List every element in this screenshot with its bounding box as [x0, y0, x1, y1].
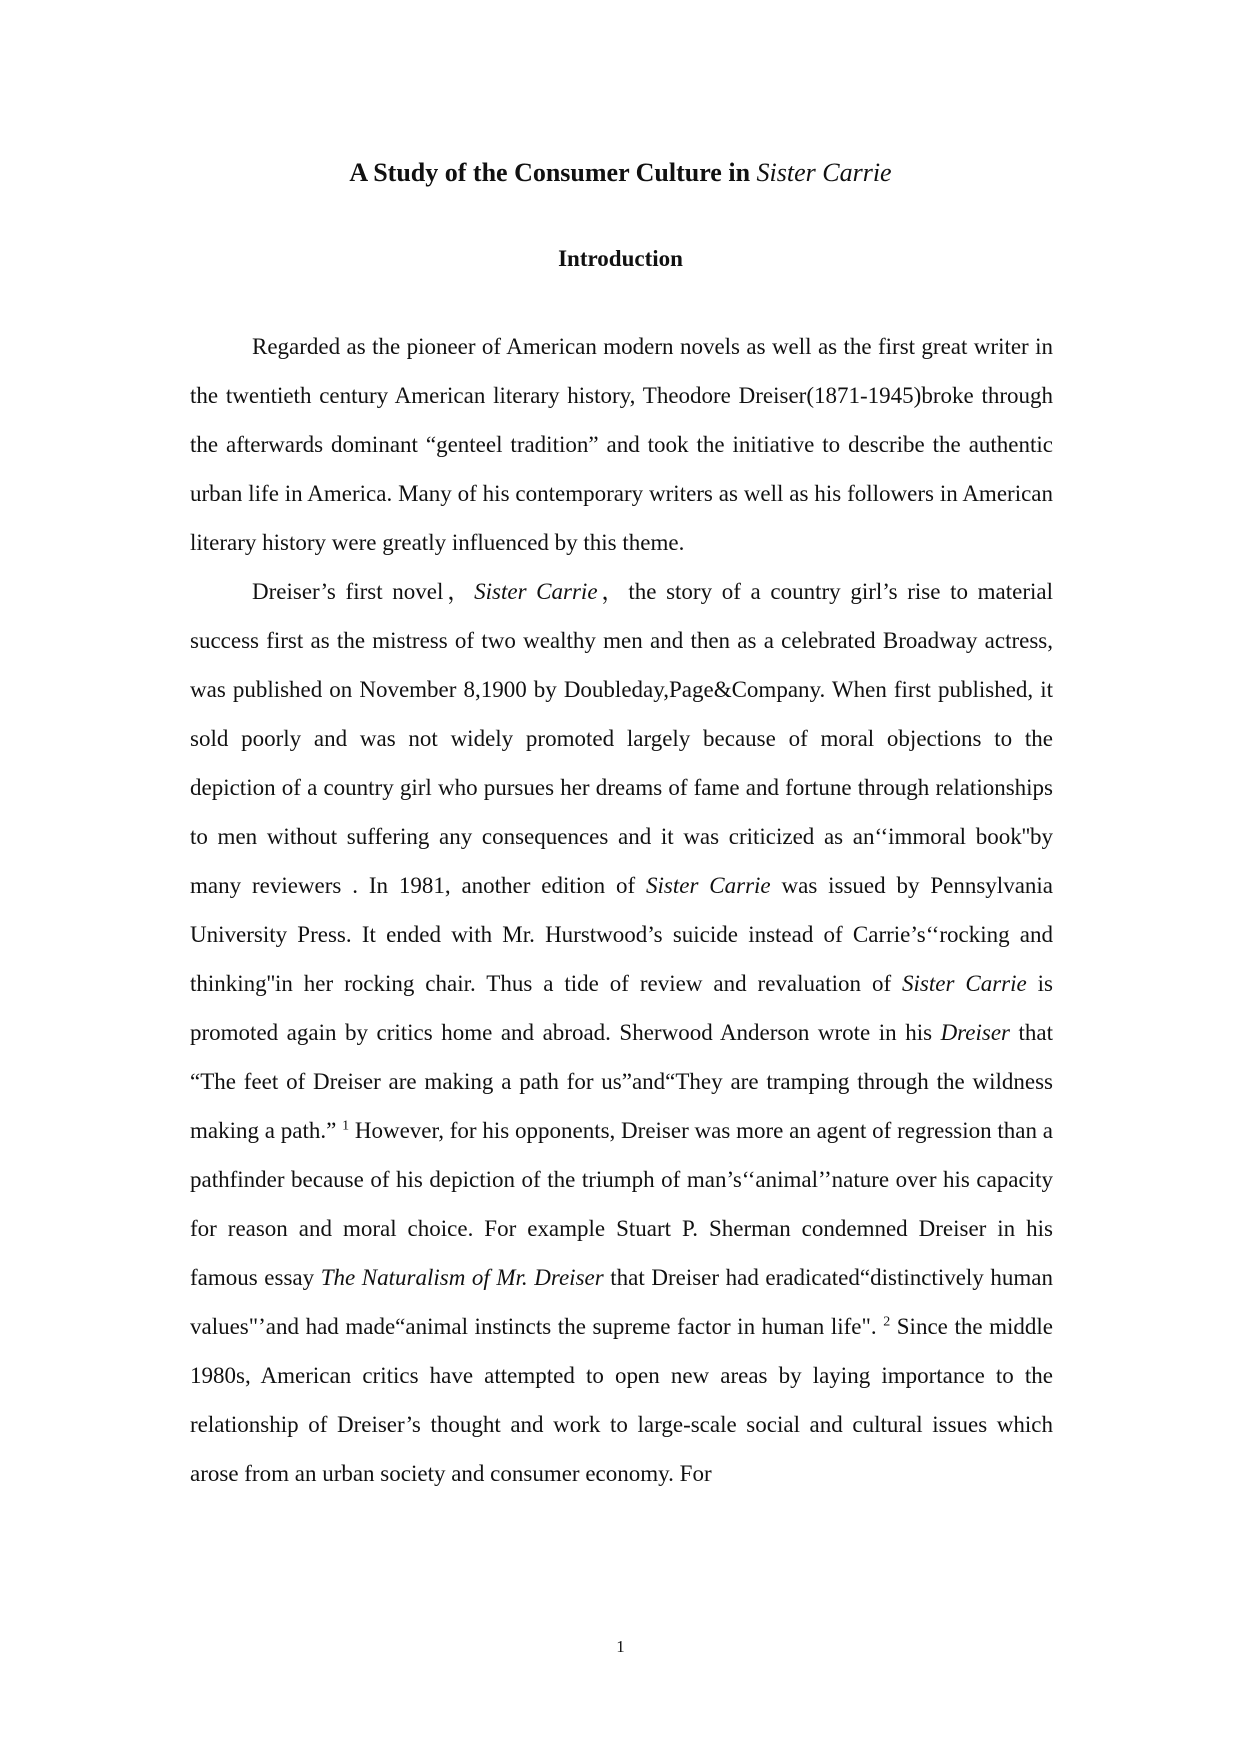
essay-title-italic: The Naturalism of Mr. Dreiser [320, 1265, 604, 1290]
paragraph-2-segment: Since the middle 1980s, American critics have attempted to open new areas by laying importance to the relationship of Dreiser’s thought and work to large-scale social and cultural issues which arose from an urban society and consumer economy. For [190, 1314, 1053, 1486]
section-heading: Introduction [558, 246, 683, 271]
footnote-marker: 1 [342, 1118, 350, 1134]
paragraph-1: Regarded as the pioneer of American modern novels as well as the first great writer in the twentieth century American literary history, Theodore Dreiser(1871-1945)broke through the afterwards dominant “genteel tradition” and took the initiative to describe the authentic urban life in America. Many of his contemporary writers as well as his followers in American literary history were greatly influenced by this theme. [190, 334, 1053, 555]
book-title-italic: Sister Carrie [902, 971, 1027, 996]
document-title [0, 156, 1241, 190]
paragraph-2-segment: is promoted again by critics home and abroad. Sherwood Anderson wrote in his [190, 971, 1053, 1045]
paragraph-2 [190, 567, 1053, 1498]
paragraph-2-segment: However, for his opponents, Dreiser was more an agent of regression than a pathfinder because of his depiction of the triumph of man’s‘‘animal’’nature over his capacity for reason and moral choice. For example Stuart P. Sherman condemned Dreiser in his famous essay [190, 1118, 1053, 1290]
body-text [190, 322, 1053, 1498]
book-title-italic: Sister Carrie [474, 579, 598, 604]
paragraph-2-segment: was issued by Pennsylvania University Press. It ended with Mr. Hurstwood’s suicide instead of Carrie’s‘‘rocking and thinking''in her rocking chair. Thus a tide of review and revaluation of [190, 873, 1053, 996]
book-title-italic: Sister Carrie [646, 873, 771, 898]
paragraph-2-segment: ，the story of a country girl’s rise to material success first as the mistress of two wealthy men and then as a celebrated Broadway actress, was published on November 8,1900 by Doubleday,Page&Company. When first published, it sold poorly and was not widely promoted largely because of moral objections to the depiction of a country girl who pursues her dreams of fame and fortune through relationships to men without suffering any consequences and it was criticized as an‘‘immoral book''by many reviewers . In 1981, another edition of [190, 579, 1054, 898]
paragraph-2-segment: Dreiser’s first novel， [252, 579, 475, 604]
work-title-italic: Dreiser [940, 1020, 1010, 1045]
title-italic-text: Sister Carrie [756, 158, 892, 187]
footnote-marker: 2 [883, 1314, 891, 1330]
title-text: A Study of the Consumer Culture in [349, 158, 757, 187]
page-number: 1 [616, 1637, 625, 1656]
paragraph-2-segment: that “The feet of Dreiser are making a path for us”and“They are tramping through the wildness making a path.” [190, 1020, 1053, 1143]
paragraph-2-segment: that Dreiser had eradicated“distinctively human values"’and had made“animal instincts the supreme factor in human life". [190, 1265, 1053, 1339]
